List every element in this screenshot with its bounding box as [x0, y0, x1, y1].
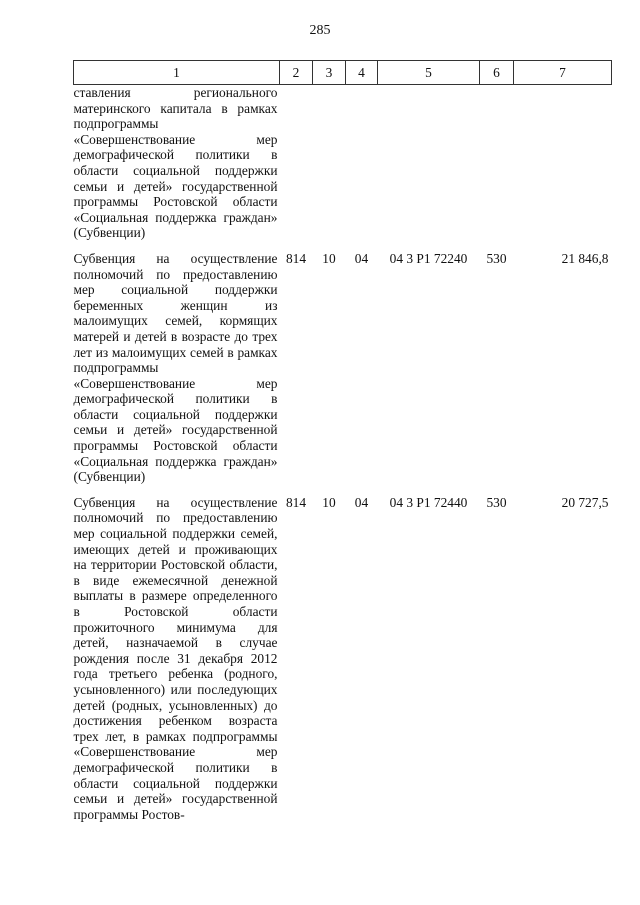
row-target-article: 04 3 P1 72440 — [389, 494, 468, 510]
header-col-1: 1 — [74, 61, 280, 85]
row-description: Субвенция на осуществление полномочий по предоставлению мер социальной поддержки семей, имеющих детей и проживающих на территории Ростовской области, в виде ежемесячной денежной выплаты в размере определенного в Ростовской области прожиточного минимума для детей, назначаемой в случае рождения после 31 декабря 2012 года третьего ребенка (родного, усыновленного) или последующих детей (родных, усыновленных) до достижения ребенком возраста трех лет, в рамках подпрограммы «Совершенствование мер демографической политики в области социальной поддержки семьи и детей» государственной программы Ростов- — [73, 494, 278, 822]
row-subsection: 04 — [354, 250, 369, 266]
header-col-5: 5 — [378, 61, 480, 85]
header-col-7: 7 — [514, 61, 612, 85]
row-description: ставления регионального материнского капитала в рамках подпрограммы «Совершенствование мер демографической политики в области социальной поддержки семьи и детей» государственной программы Ростовской области «Социальная поддержка граждан» (Субвенции) — [73, 85, 278, 241]
row-ministry-code: 814 — [285, 494, 307, 510]
table-row — [74, 251, 612, 495]
header-col-6: 6 — [480, 61, 514, 85]
row-ministry-code: 814 — [285, 250, 307, 266]
row-section: 10 — [322, 250, 336, 266]
row-section — [313, 85, 346, 251]
row-subsection: 04 — [354, 494, 369, 510]
row-ministry-code — [280, 85, 313, 251]
row-section: 10 — [322, 494, 336, 510]
budget-table — [73, 60, 612, 832]
row-description: Субвенция на осуществление полномочий по предоставлению мер социальной поддержки беременных женщин из малоимущих семей, кормящих матерей и детей в возрасте до трех лет из малоимущих семей в рамках подпрограммы «Совершенствование мер демографической политики в области социальной поддержки семьи и детей» государственной программы Ростовской области «Социальная поддержка граждан» (Субвенции) — [73, 250, 278, 485]
table-row — [74, 495, 612, 832]
row-amount — [514, 85, 612, 251]
row-expense-type — [480, 85, 514, 251]
header-col-4: 4 — [346, 61, 378, 85]
header-row — [74, 61, 612, 85]
page-number: 285 — [309, 23, 331, 38]
row-amount: 20 727,5 — [561, 494, 609, 510]
row-target-article — [378, 85, 480, 251]
row-expense-type: 530 — [486, 494, 507, 510]
row-target-article: 04 3 P1 72240 — [389, 250, 468, 266]
row-amount: 21 846,8 — [561, 250, 609, 266]
table-row — [74, 85, 612, 251]
row-expense-type: 530 — [486, 250, 507, 266]
row-subsection — [346, 85, 378, 251]
header-col-3: 3 — [313, 61, 346, 85]
header-col-2: 2 — [280, 61, 313, 85]
